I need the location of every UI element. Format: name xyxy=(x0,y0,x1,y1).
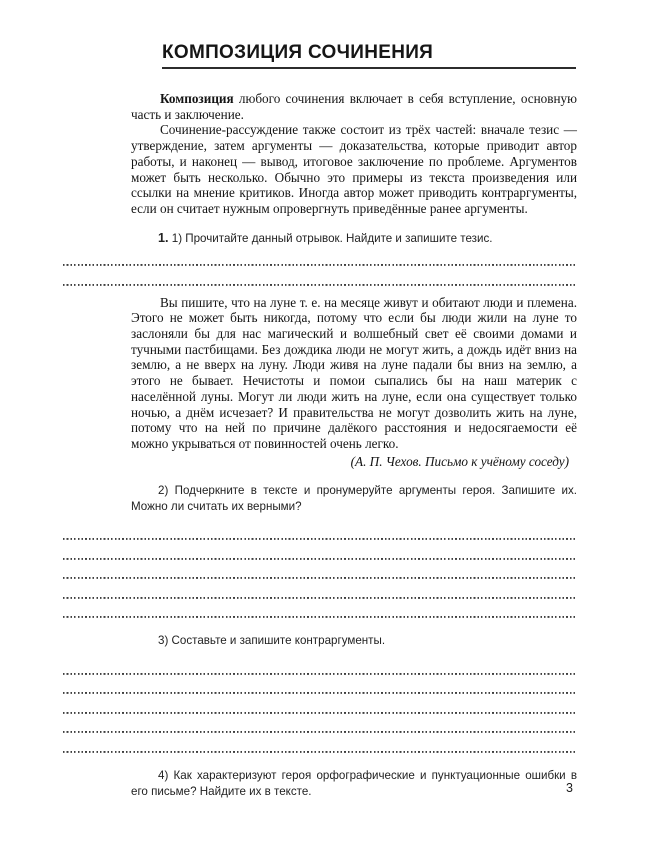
answer-line xyxy=(63,675,577,695)
answer-lines-after-task-3 xyxy=(63,655,577,753)
task-1-instruction xyxy=(131,230,577,247)
task-4-instruction: 4) Как характеризуют героя орфографические и пунктуационные ошибки в его письме? Найдите их в тексте. xyxy=(131,768,577,798)
answer-line xyxy=(63,266,577,286)
intro-paragraph-2: Сочинение-рассуждение также состоит из трёх частей: вначале тезис — утверждение, затем аргументы — доказательства, которые приводит автор работы, и наконец — вывод, итоговое заключение по проблеме. Аргументов может быть несколько. Обычно это примеры из текста произведения или ссылки на мнение критиков. Иногда автор может приводить контраргументы, если он считает нужным опровергнуть приведённые ранее аргументы. xyxy=(131,122,577,216)
quote-paragraph: Вы пишите, что на луне т. е. на месяце живут и обитают люди и племена. Этого не может быть никогда, потому что если бы люди жили на луне то заслоняли бы для нас магический и волшебный свет её своими домами и тучными пастбищами. Без дождика люди не могут жить, а дождь идёт вниз на землю, а не вверх на луну. Люди живя на луне падали бы вниз на землю, а этого не бывает. Нечистоты и помои сыпались бы на наш материк с населённой луны. Могут ли люди жить на луне, если она существует только ночью, а днём исчезает? И правительства не могут дозволить жить на луне, потому что на ней по причине далёкого расстояния и недосягаемости её можно укрываться от повинностей очень легко. xyxy=(131,294,577,451)
exercise-number: 1. xyxy=(158,230,169,245)
page-title: КОМПОЗИЦИЯ СОЧИНЕНИЯ xyxy=(162,42,434,63)
page-number: 3 xyxy=(566,781,573,795)
answer-line xyxy=(63,521,577,541)
intro-paragraph-1-text: любого сочинения включает в себя вступление, основную часть и заключение. xyxy=(131,91,577,122)
task-2-instruction: 2) Подчеркните в тексте и пронумеруйте аргументы героя. Запишите их. Можно ли считать их верными? xyxy=(131,483,577,513)
answer-line xyxy=(63,655,577,675)
answer-line xyxy=(63,579,577,599)
answer-line xyxy=(63,540,577,560)
intro-paragraph-1 xyxy=(131,91,577,122)
answer-line xyxy=(63,714,577,734)
answer-line xyxy=(63,560,577,580)
answer-line xyxy=(63,733,577,753)
intro-section xyxy=(131,91,577,217)
answer-lines-after-task-2 xyxy=(63,521,577,619)
task-3-instruction: 3) Составьте и запишите контраргументы. xyxy=(158,634,386,648)
answer-lines-after-task-1 xyxy=(63,247,577,286)
quote-section xyxy=(131,295,577,470)
answer-line xyxy=(63,599,577,619)
intro-lead-word: Композиция xyxy=(160,91,234,106)
answer-line xyxy=(63,694,577,714)
quote-attribution: (А. П. Чехов. Письмо к учёному соседу) xyxy=(350,453,569,469)
task-1-text: 1) Прочитайте данный отрывок. Найдите и запишите тезис. xyxy=(171,231,493,245)
answer-line xyxy=(63,247,577,267)
title-underline xyxy=(162,67,576,69)
